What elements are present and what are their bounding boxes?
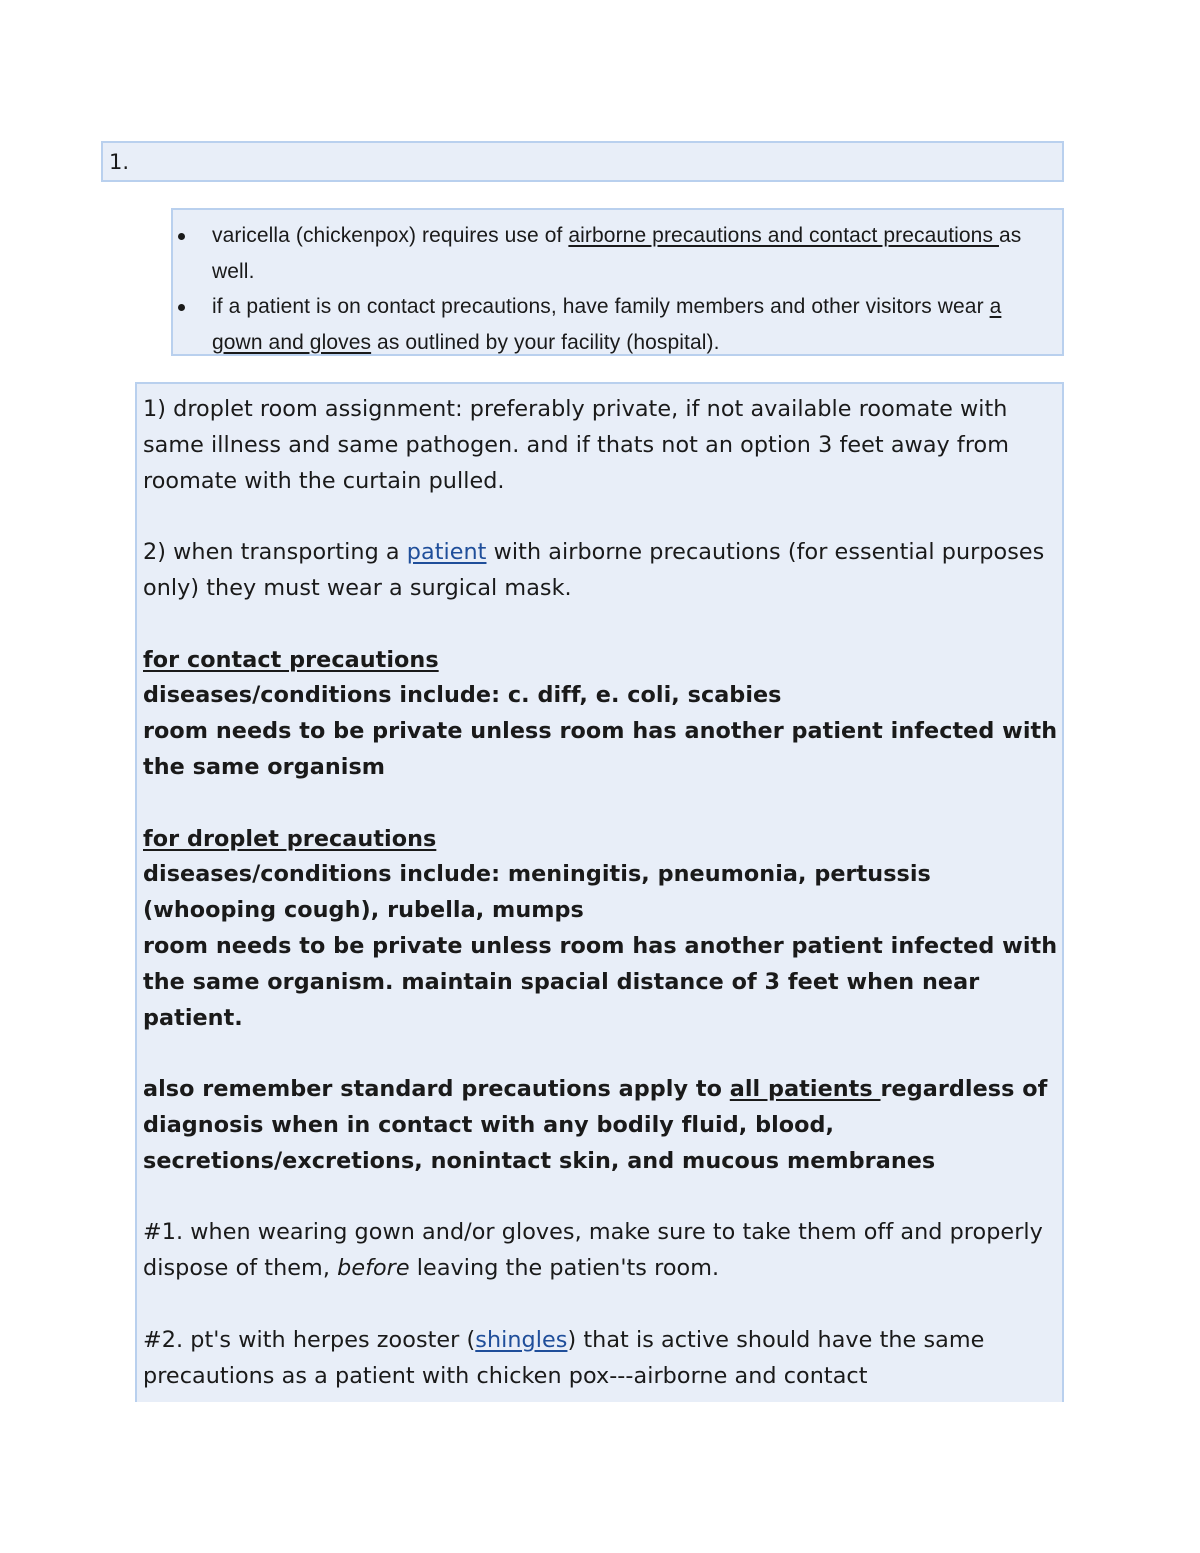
tip-shingles: #2. pt's with herpes zooster (shingles) that is active should have the same precautions as a patient with chicken pox---airborne and contact [143,1326,985,1389]
underlined-phrase: all patients [729,1076,881,1103]
bullet-list [173,218,1062,360]
note-transport: 2) when transporting a patient with airborne precautions (for essential purposes only) they must wear a surgical mask. [143,539,1045,601]
contact-room: room needs to be private unless room has another patient infected with the same organism [143,718,1058,780]
contact-diseases: diseases/conditions include: c. diff, e. coli, scabies [143,682,782,709]
droplet-heading: for droplet precautions [143,825,437,852]
patient-link[interactable]: patient [406,539,487,566]
italic-word: before [337,1255,410,1282]
bullet-dot-icon [178,233,185,240]
underlined-phrase: a gown and gloves [212,295,1002,354]
tip-gown-gloves: #1. when wearing gown and/or gloves, make sure to take them off and properly dispose of them, before leaving the patien'ts room. [143,1219,1043,1282]
standard-precautions-note: also remember standard precautions apply to all patients regardless of diagnosis when in contact with any bodily fluid, blood, secretions/excretions, nonintact skin, and mucous membranes [143,1076,1048,1174]
shingles-link[interactable]: shingles [475,1326,568,1353]
contact-heading: for contact precautions [143,646,439,673]
note-room-assignment: 1) droplet room assignment: preferably private, if not available roomate with same illness and same pathogen. and if thats not an option 3 feet away from roomate with the curtain pulled. [143,396,1010,494]
notes-content [143,392,1063,1430]
droplet-room: room needs to be private unless room has another patient infected with the same organism. maintain spacial distance of 3 feet when near patient. [143,932,1058,1031]
number-label: 1. [109,150,130,174]
bullet-box [171,208,1064,356]
underlined-phrase: airborne precautions and contact precautions [568,224,999,247]
contact-precautions-section [143,643,1063,786]
notes-box [135,382,1064,1402]
bullet-item-varicella: varicella (chickenpox) requires use of airborne precautions and contact precautions as well. [173,218,1062,289]
number-box [101,141,1064,182]
droplet-precautions-section [143,822,1063,1037]
bullet-item-contact-visitors: if a patient is on contact precautions, have family members and other visitors wear a gown and gloves as outlined by your facility (hospital). [173,289,1062,360]
bullet-dot-icon [178,304,185,311]
droplet-diseases: diseases/conditions include: meningitis, pneumonia, pertussis (whooping cough), rubella, mumps [143,861,931,924]
